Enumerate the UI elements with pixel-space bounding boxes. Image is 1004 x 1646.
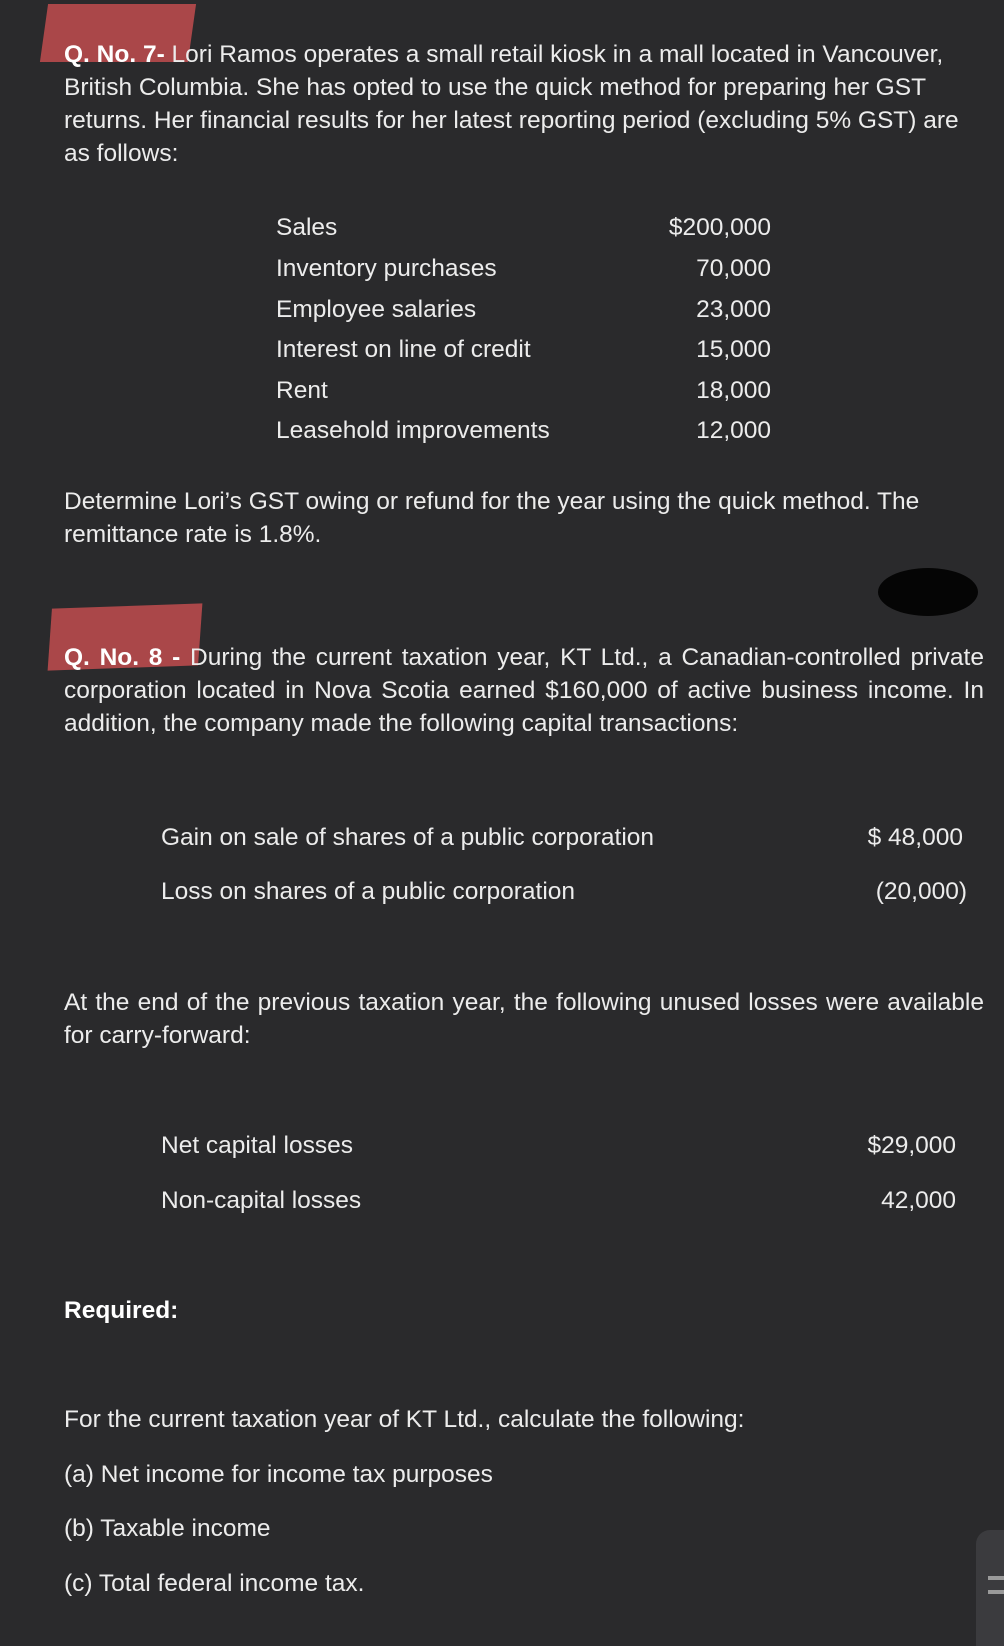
q7-item-amount: 70,000 <box>696 255 771 282</box>
q8-instruction: For the current taxation year of KT Ltd., calculate the following: <box>64 1406 745 1433</box>
required-heading: Required: <box>64 1297 179 1324</box>
q7-item-amount: 18,000 <box>696 377 771 404</box>
scrollbar-grip-icon <box>988 1590 1004 1594</box>
q8-transaction-label: Gain on sale of shares of a public corporation <box>161 824 655 851</box>
q8-part-b: (b) Taxable income <box>64 1515 271 1542</box>
q8-intro-text: During the current taxation year, KT Ltd., a Canadian-controlled private corporation located in Nova Scotia earned $160,000 of active business income. In addition, the company made the following capital transactions: <box>64 644 984 737</box>
q7-item-amount: 23,000 <box>696 296 771 323</box>
q8-label: Q. No. 8 - <box>64 644 181 671</box>
q8-part-a: (a) Net income for income tax purposes <box>64 1461 493 1488</box>
q8-loss-amount: $29,000 <box>867 1132 956 1159</box>
q8-intro <box>64 641 984 740</box>
q8-carry-forward-text: At the end of the previous taxation year, the following unused losses were available for carry-forward: <box>64 989 984 1049</box>
q7-item-label: Employee salaries <box>276 296 477 323</box>
q7-intro <box>64 38 964 170</box>
q7-item-label: Leasehold improvements <box>276 417 550 444</box>
q7-intro-text: Lori Ramos operates a small retail kiosk in a mall located in Vancouver, British Columbia. She has opted to use the quick method for preparing her GST returns. Her financial results for her latest reporting period (excluding 5% GST) are as follows: <box>64 41 959 167</box>
q8-transaction-amount: (20,000) <box>875 878 967 905</box>
q8-loss-label: Net capital losses <box>161 1132 354 1159</box>
q7-question: Determine Lori’s GST owing or refund for the year using the quick method. The remittance rate is 1.8%. <box>64 488 920 548</box>
q7-item-label: Interest on line of credit <box>276 336 531 363</box>
q7-item-label: Inventory purchases <box>276 255 497 282</box>
scrollbar-grip-icon <box>988 1576 1004 1580</box>
q7-item-amount: 15,000 <box>696 336 771 363</box>
q7-item-amount: 12,000 <box>696 417 771 444</box>
redaction-mark <box>878 568 978 616</box>
q7-item-amount: $200,000 <box>668 214 771 241</box>
q7-item-label: Rent <box>276 377 328 404</box>
q8-part-c: (c) Total federal income tax. <box>64 1570 365 1597</box>
q8-transaction-amount: $ 48,000 <box>867 824 963 851</box>
q8-loss-amount: 42,000 <box>881 1187 956 1214</box>
q8-transaction-label: Loss on shares of a public corporation <box>161 878 576 905</box>
q7-label: Q. No. 7- <box>64 41 165 68</box>
q8-loss-label: Non-capital losses <box>161 1187 362 1214</box>
q7-item-label: Sales <box>276 214 338 241</box>
scrollbar[interactable] <box>976 1530 1004 1646</box>
